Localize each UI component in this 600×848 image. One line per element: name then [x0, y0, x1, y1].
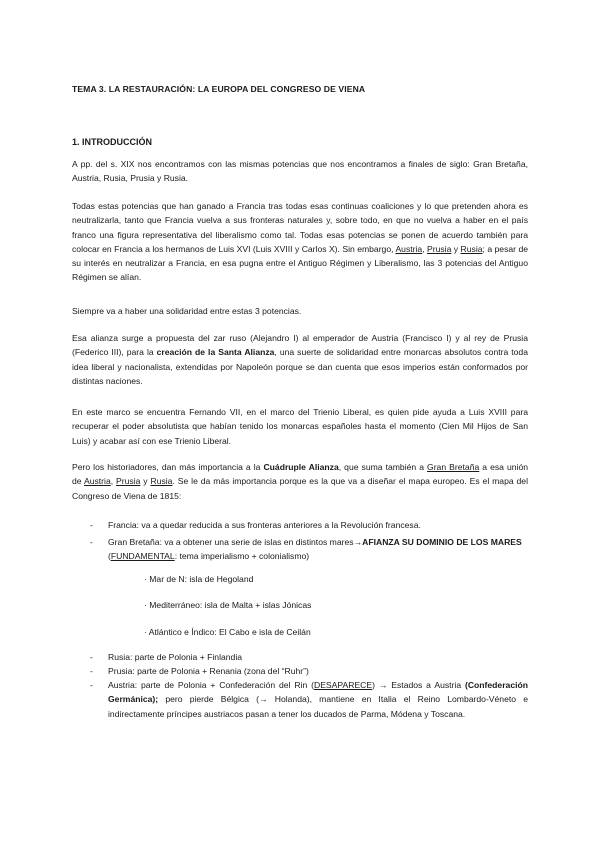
territory-list-continued [90, 650, 528, 721]
list-dash: - [90, 652, 93, 662]
list-dash: - [90, 666, 93, 676]
section-heading: 1. INTRODUCCIÓN [72, 137, 153, 147]
list-dash: - [90, 520, 93, 530]
paragraph-5: En este marco se encuentra Fernando VII, en el marco del Trienio Liberal, es quien pide ayuda a Luis XVIII para recuperar el poder absolutista que habían tenido los monarcas españoles hasta el momento (Cien Mil Hijos de San Luis) y acabar así con ese Trienio Liberal. [72, 407, 528, 446]
document-title: TEMA 3. LA RESTAURACIÓN: LA EUROPA DEL CONGRESO DE VIENA [72, 84, 366, 94]
paragraph-1: A pp. del s. XIX nos encontramos con las mismas potencias que nos encontramos a finales de siglo: Gran Bretaña, Austria, Rusia, Prusia y Rusia. [72, 159, 528, 184]
list-item-francia: - Francia: va a quedar reducida a sus fronteras anteriores a la Revolución francesa. [90, 520, 421, 530]
list-dash: - [90, 537, 93, 547]
paragraph-3: Siempre va a haber una solidaridad entre estas 3 potencias. [72, 306, 302, 316]
territory-list [90, 518, 528, 563]
list-item-austria: - Austria: parte de Polonia + Confederación del Rin (DESAPARECE) → Estados a Austria (Confederación Germánica); pero pierde Bélgica (→ Holanda), mantiene en Italia el Reino Lombardo-Véneto e indirectamente príncipes austriacos pasan a tener los ducados de Parma, Módena y Toscana. [90, 680, 528, 719]
sub-item-atlantico-indico: · Atlántico e Índico: El Cabo e isla de Ceilán [144, 627, 311, 637]
list-item-rusia: - Rusia: parte de Polonia + Finlandia [90, 652, 243, 662]
sub-item-mediterraneo: · Mediterráneo: isla de Malta + islas Jónicas [144, 600, 312, 610]
list-item-gran-bretana: - Gran Bretaña: va a obtener una serie de islas en distintos mares→AFIANZA SU DOMINIO DE LOS MARES (FUNDAMENTAL: tema imperialismo + colonialismo) [90, 537, 522, 561]
sub-item-mar-norte: · Mar de N: isla de Hegoland [144, 574, 254, 584]
paragraph-4: Esa alianza surge a propuesta del zar ruso (Alejandro I) al emperador de Austria (Francisco I) y al rey de Prusia (Federico III), para la creación de la Santa Alianza, una suerte de solidaridad entre monarcas absolutos contra toda idea liberal y nacionalista, extendidas por Napoleón porque se dan cuenta que esos imperios están conformados por distintas naciones. [72, 333, 528, 386]
list-dash: - [90, 680, 93, 690]
paragraph-6: Pero los historiadores, dan más importancia a la Cuádruple Alianza, que suma también a Gran Bretaña a esa unión de Austria, Prusia y Rusia. Se le da más importancia porque es la que va a diseñar el mapa europeo. Es el mapa del Congreso de Viena de 1815: [72, 462, 529, 501]
list-item-prusia: - Prusia: parte de Polonia + Renania (zona del “Ruhr”) [90, 666, 309, 676]
paragraph-2: Todas estas potencias que han ganado a Francia tras todas esas continuas coaliciones y lo que pretenden ahora es neutralizarla, tanto que Francia vuelva a sus fronteras naturales y, sobre todo, en que no vuelva a haber en el país franco una figura representativa del liberalismo como tal. Todas esas potencias se ponen de acuerdo también para colocar en Francia a los hermanos de Luis XVI (Luis XVIII y Carlos X). Sin embargo, Austria, Prusia y Rusia; a pesar de su interés en neutralizar a Francia, en esa pugna entre el Antiguo Régimen y Liberalismo, las 3 potencias del Antiguo Régimen se alían. [72, 201, 529, 283]
